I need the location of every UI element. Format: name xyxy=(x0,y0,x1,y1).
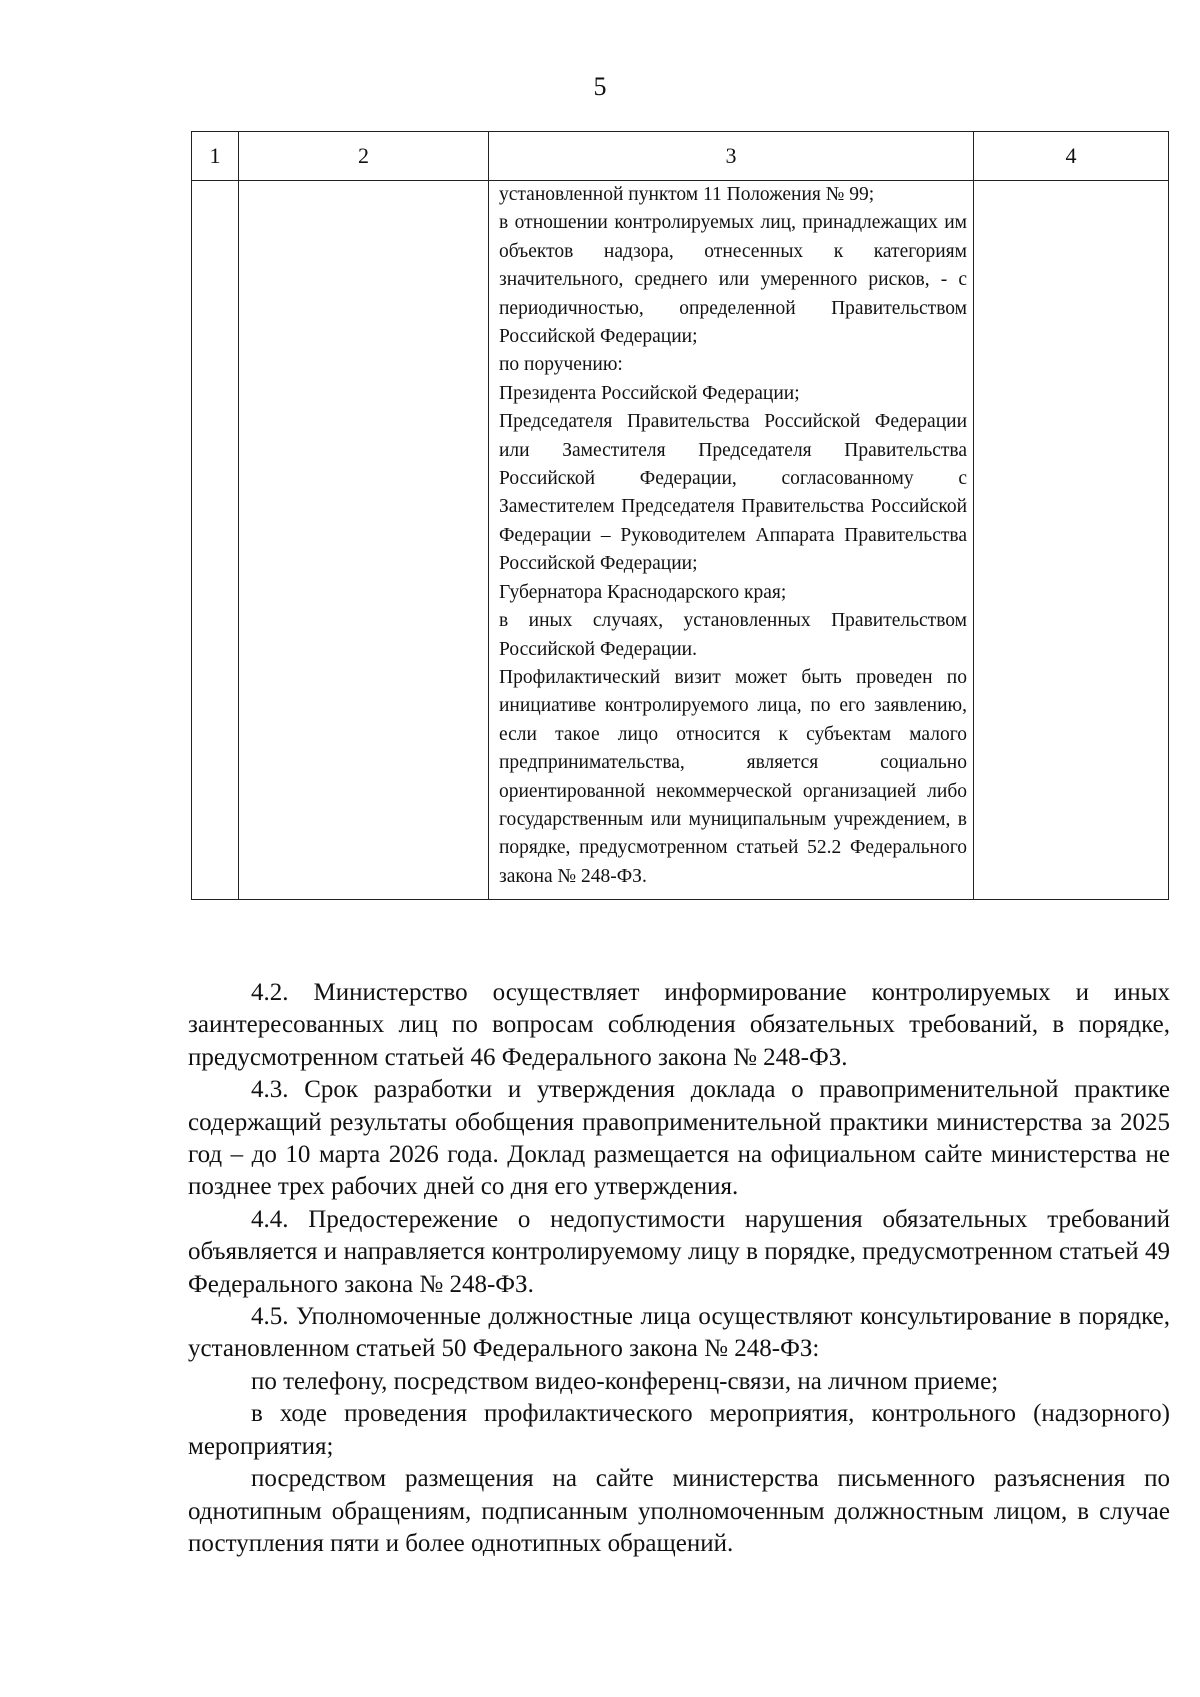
paragraph-consult-website: посредством размещения на сайте министерства письменного разъяснения по однотипным обращениям, подписанным уполномоченным должностным лицом, в случае поступления пяти и более однотипных обращений. xyxy=(188,1465,1170,1557)
column-header-2: 2 xyxy=(239,132,489,181)
table-cell-line: по поручению: xyxy=(499,354,623,376)
table-cell-col4 xyxy=(974,181,1169,900)
table-cell-line: в иных случаях, установленных Правительством Российской Федерации. xyxy=(499,610,967,660)
paragraph-4-2: 4.2. Министерство осуществляет информирование контролируемых и иных заинтересованных лиц по вопросам соблюдения обязательных требований, в порядке, предусмотренном статьей 46 Федерального закона № 248-ФЗ. xyxy=(188,979,1170,1071)
document-body xyxy=(188,977,1170,1560)
paragraph-4-5: 4.5. Уполномоченные должностные лица осуществляют консультирование в порядке, установленном статьей 50 Федерального закона № 248-ФЗ: xyxy=(188,1303,1170,1363)
table-cell-line: Председателя Правительства Российской Федерации или Заместителя Председателя Правительства Российской Федерации, согласованному с Заместителем Председателя Правительства Российской Федерации – Руководителем Аппарата Правительства Российской Федерации; xyxy=(499,411,967,575)
paragraph-4-4: 4.4. Предостережение о недопустимости нарушения обязательных требований объявляется и направляется контролируемому лицу в порядке, предусмотренном статьей 49 Федерального закона № 248-ФЗ. xyxy=(188,1205,1170,1298)
column-header-4: 4 xyxy=(974,132,1169,181)
table-cell-col2 xyxy=(239,181,489,900)
paragraph-4-3: 4.3. Срок разработки и утверждения доклада о правоприменительной практике содержащий результаты обобщения правоприменительной практики министерства за 2025 год – до 10 марта 2026 года. Доклад размещается на официальном сайте министерства не позднее трех рабочих дней со дня его утверждения. xyxy=(188,1076,1170,1201)
table-cell-col3 xyxy=(489,181,974,900)
table-header-row xyxy=(192,132,1169,181)
column-header-3: 3 xyxy=(489,132,974,181)
table-row xyxy=(192,181,1169,900)
table-cell-line: Президента Российской Федерации; xyxy=(499,382,800,404)
regulation-table xyxy=(191,131,1169,900)
table-cell-line: в отношении контролируемых лиц, принадлежащих им объектов надзора, отнесенных к категориям значительного, среднего или умеренного рисков, - с периодичностью, определенной Правительством Российской Федерации; xyxy=(499,212,967,348)
column-header-1: 1 xyxy=(192,132,239,181)
table-cell-line: установленной пунктом 11 Положения № 99; xyxy=(499,184,875,205)
table-cell-line: Профилактический визит может быть проведен по инициативе контролируемого лица, по его заявлению, если такое лицо относится к субъектам малого предпринимательства, является социально ориентированной некоммерческой организацией либо государственным или муниципальным учреждением, в порядке, предусмотренном статьей 52.2 Федерального закона № 248-ФЗ. xyxy=(499,666,967,887)
table-cell-col1 xyxy=(192,181,239,900)
paragraph-consult-event: в ходе проведения профилактического мероприятия, контрольного (надзорного) мероприятия; xyxy=(188,1400,1170,1460)
page-number: 5 xyxy=(593,72,607,101)
table-cell-line: Губернатора Краснодарского края; xyxy=(499,581,787,603)
paragraph-consult-phone: по телефону, посредством видео-конференц-связи, на личном приеме; xyxy=(251,1367,999,1395)
